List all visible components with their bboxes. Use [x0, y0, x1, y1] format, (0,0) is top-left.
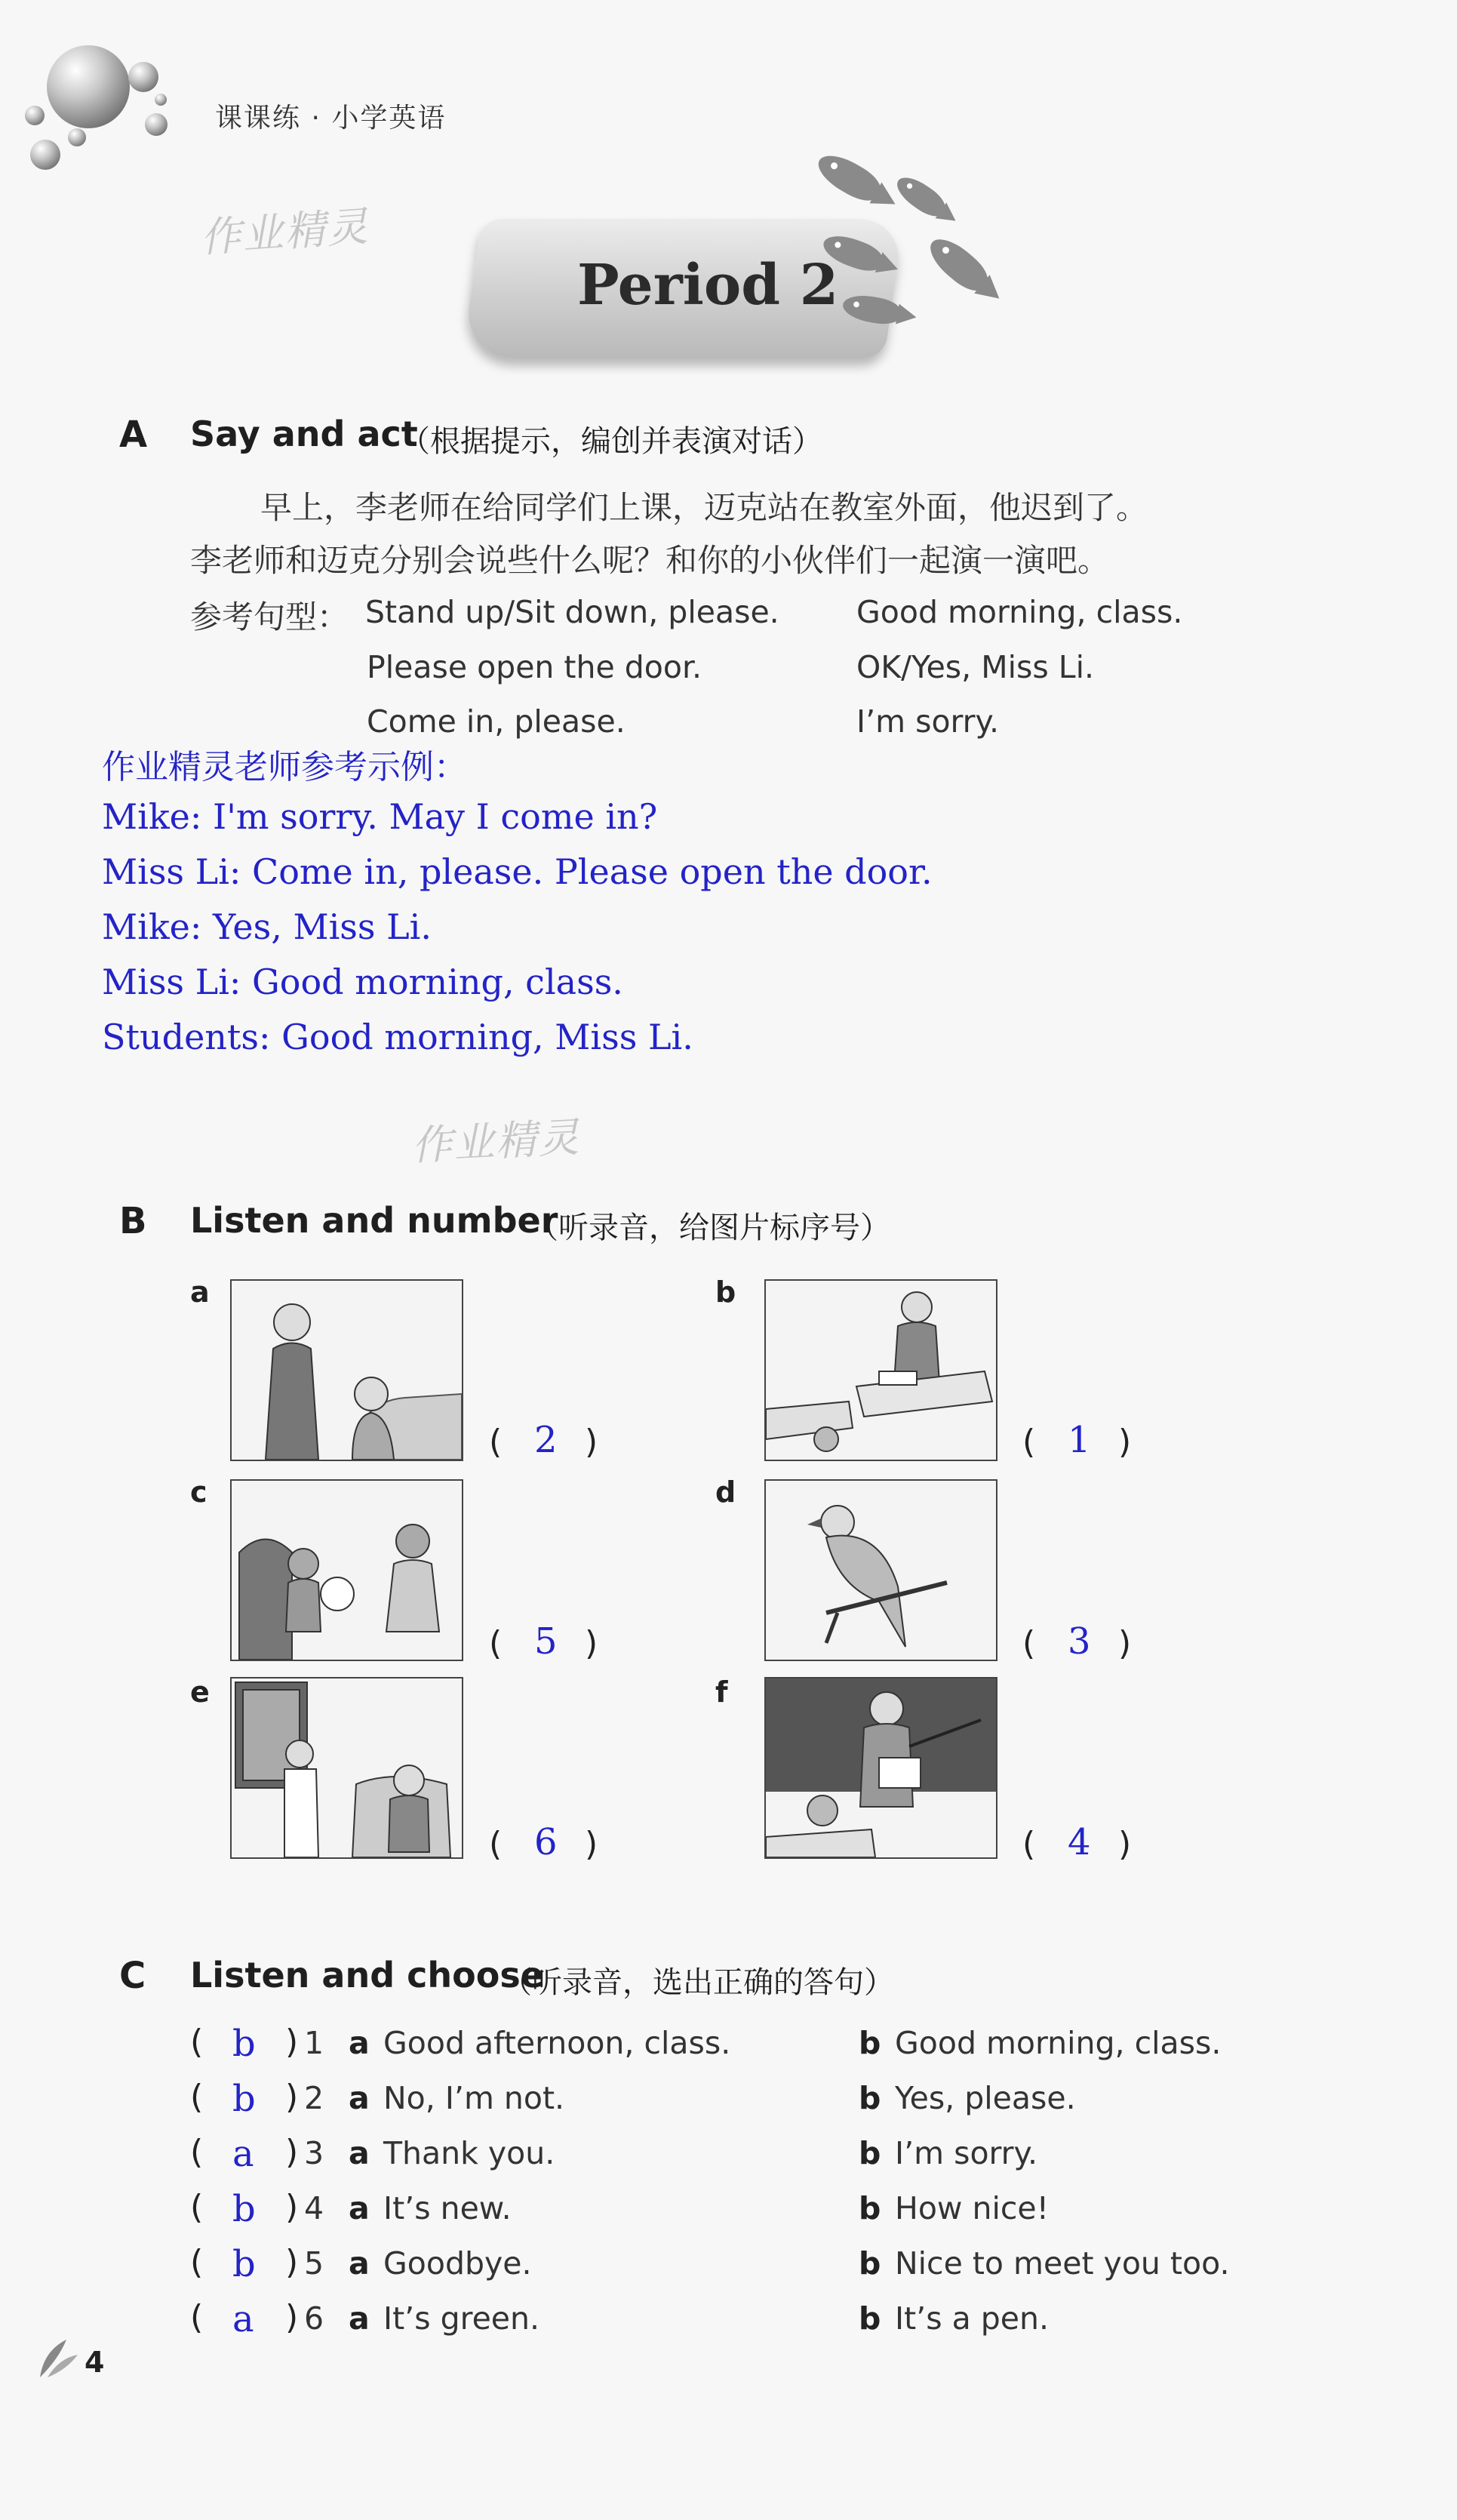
paren-open: ( [190, 2243, 204, 2282]
watermark-top: 作业精灵 [198, 202, 371, 262]
question-2-option-b[interactable]: Yes, please. [895, 2080, 1076, 2116]
picture-d-label: d [715, 1475, 736, 1509]
question-5-number: 5 [304, 2245, 324, 2282]
picture-b-classroom-teacher [764, 1279, 997, 1461]
option-a-letter: a [349, 2135, 370, 2171]
bubble-decoration [128, 62, 158, 92]
paren-close: ) [285, 2078, 299, 2116]
section-b-letter: B [119, 1200, 147, 1242]
option-a-letter: a [349, 2190, 370, 2226]
picture-f-answer[interactable]: 4 [1068, 1821, 1091, 1863]
paren-open: ( [1022, 1423, 1036, 1461]
picture-e-label: e [190, 1675, 210, 1709]
reference-right-3: I’m sorry. [856, 703, 999, 740]
section-c-letter: C [119, 1955, 146, 1997]
question-4-option-b[interactable]: How nice! [895, 2190, 1050, 2226]
question-3-option-a[interactable]: Thank you. [383, 2135, 555, 2171]
option-b-letter: b [859, 2135, 881, 2171]
option-a-letter: a [349, 2080, 370, 2116]
paren-close: ) [285, 2023, 299, 2061]
question-5-answer[interactable]: b [232, 2243, 256, 2285]
page-title: Period 2 [577, 253, 839, 318]
paren-close: ) [585, 1423, 598, 1461]
paren-close: ) [285, 2133, 299, 2171]
question-3-number: 3 [304, 2135, 324, 2171]
question-5-option-b[interactable]: Nice to meet you too. [895, 2245, 1230, 2282]
paren-close: ) [285, 2188, 299, 2226]
question-4-answer[interactable]: b [232, 2188, 256, 2230]
paren-close: ) [1118, 1423, 1132, 1461]
picture-e-answer[interactable]: 6 [534, 1821, 558, 1863]
bubble-decoration [30, 140, 60, 170]
picture-d-answer[interactable]: 3 [1068, 1620, 1091, 1663]
section-a-description-2: 李老师和迈克分别会说些什么呢？和你的小伙伴们一起演一演吧。 [190, 542, 1110, 579]
picture-e-window-and-grandpa [230, 1677, 463, 1859]
question-1-option-b[interactable]: Good morning, class. [895, 2025, 1222, 2061]
paren-open: ( [489, 1825, 503, 1863]
question-6-option-a[interactable]: It’s green. [383, 2300, 540, 2337]
bubble-decoration-large [47, 45, 130, 128]
section-a-note: （根据提示，编创并表演对话） [400, 424, 822, 459]
option-a-letter: a [349, 2245, 370, 2282]
section-b-title: Listen and number [190, 1200, 558, 1241]
question-4-option-a[interactable]: It’s new. [383, 2190, 512, 2226]
question-2-number: 2 [304, 2080, 324, 2116]
question-1-number: 1 [304, 2025, 324, 2061]
picture-f-teacher-at-blackboard [764, 1677, 997, 1859]
section-b-note: （听录音，给图片标序号） [528, 1211, 890, 1245]
watermark-middle: 作业精灵 [410, 1113, 582, 1170]
option-a-letter: a [349, 2025, 370, 2061]
paren-open: ( [190, 2188, 204, 2226]
section-c-note: （听录音，选出正确的答句） [502, 1965, 894, 2000]
question-1-option-a[interactable]: Good afternoon, class. [383, 2025, 731, 2061]
picture-c-answer[interactable]: 5 [534, 1620, 558, 1663]
fish-icon [923, 231, 994, 297]
picture-f-label: f [715, 1675, 728, 1709]
option-b-letter: b [859, 2245, 881, 2282]
reference-left-2: Please open the door. [367, 649, 702, 685]
picture-d-bird [764, 1479, 997, 1661]
reference-right-2: OK/Yes, Miss Li. [856, 649, 1095, 685]
picture-c-label: c [190, 1475, 207, 1509]
option-b-letter: b [859, 2300, 881, 2337]
question-3-answer[interactable]: a [232, 2133, 254, 2175]
picture-a-teacher-and-boy [230, 1279, 463, 1461]
picture-a-answer[interactable]: 2 [534, 1419, 558, 1461]
option-a-letter: a [349, 2300, 370, 2337]
picture-b-label: b [715, 1275, 736, 1309]
example-line-3: Mike: Yes, Miss Li. [102, 906, 432, 947]
section-a-letter: A [119, 414, 148, 456]
bubble-decoration [145, 113, 168, 136]
question-6-answer[interactable]: a [232, 2298, 254, 2340]
option-b-letter: b [859, 2025, 881, 2061]
reference-label: 参考句型： [190, 598, 349, 635]
paren-open: ( [190, 2078, 204, 2116]
paren-open: ( [1022, 1624, 1036, 1663]
example-line-1: Mike: I'm sorry. May I come in? [102, 796, 658, 837]
paren-close: ) [1118, 1825, 1132, 1863]
question-4-number: 4 [304, 2190, 324, 2226]
example-line-2: Miss Li: Come in, please. Please open the door. [102, 851, 933, 892]
fish-icon [891, 171, 949, 222]
example-title: 作业精灵老师参考示例： [102, 748, 467, 786]
bubble-decoration [155, 94, 167, 106]
reference-left-3: Come in, please. [367, 703, 626, 740]
paren-close: ) [285, 2243, 299, 2282]
question-2-answer[interactable]: b [232, 2078, 256, 2120]
paren-open: ( [489, 1423, 503, 1461]
section-a-title: Say and act [190, 414, 418, 454]
reference-left-1: Stand up/Sit down, please. [365, 594, 779, 630]
question-5-option-a[interactable]: Goodbye. [383, 2245, 532, 2282]
option-b-letter: b [859, 2080, 881, 2116]
paren-open: ( [190, 2298, 204, 2337]
leaf-icon [36, 2336, 81, 2381]
option-b-letter: b [859, 2190, 881, 2226]
paren-close: ) [585, 1825, 598, 1863]
paren-close: ) [285, 2298, 299, 2337]
bubble-decoration [68, 128, 86, 146]
example-line-5: Students: Good morning, Miss Li. [102, 1017, 693, 1057]
paren-close: ) [585, 1624, 598, 1663]
question-3-option-b[interactable]: I’m sorry. [895, 2135, 1037, 2171]
question-1-answer[interactable]: b [232, 2023, 256, 2065]
paren-open: ( [1022, 1825, 1036, 1863]
question-6-number: 6 [304, 2300, 324, 2337]
question-2-option-a[interactable]: No, I’m not. [383, 2080, 565, 2116]
section-c-title: Listen and choose [190, 1955, 544, 1995]
picture-a-label: a [190, 1275, 210, 1309]
fish-icon [812, 147, 886, 208]
example-line-4: Miss Li: Good morning, class. [102, 962, 623, 1002]
paren-open: ( [190, 2023, 204, 2061]
page-number: 4 [85, 2346, 105, 2379]
bubble-decoration [25, 106, 45, 125]
paren-close: ) [1118, 1624, 1132, 1663]
reference-right-1: Good morning, class. [856, 594, 1183, 630]
question-6-option-b[interactable]: It’s a pen. [895, 2300, 1050, 2337]
picture-c-mice [230, 1479, 463, 1661]
picture-b-answer[interactable]: 1 [1068, 1419, 1091, 1461]
paren-open: ( [190, 2133, 204, 2171]
section-a-description-1: 早上，李老师在给同学们上课，迈克站在教室外面，他迟到了。 [260, 489, 1148, 526]
book-series-title: 课课练 · 小学英语 [215, 103, 447, 134]
paren-open: ( [489, 1624, 503, 1663]
